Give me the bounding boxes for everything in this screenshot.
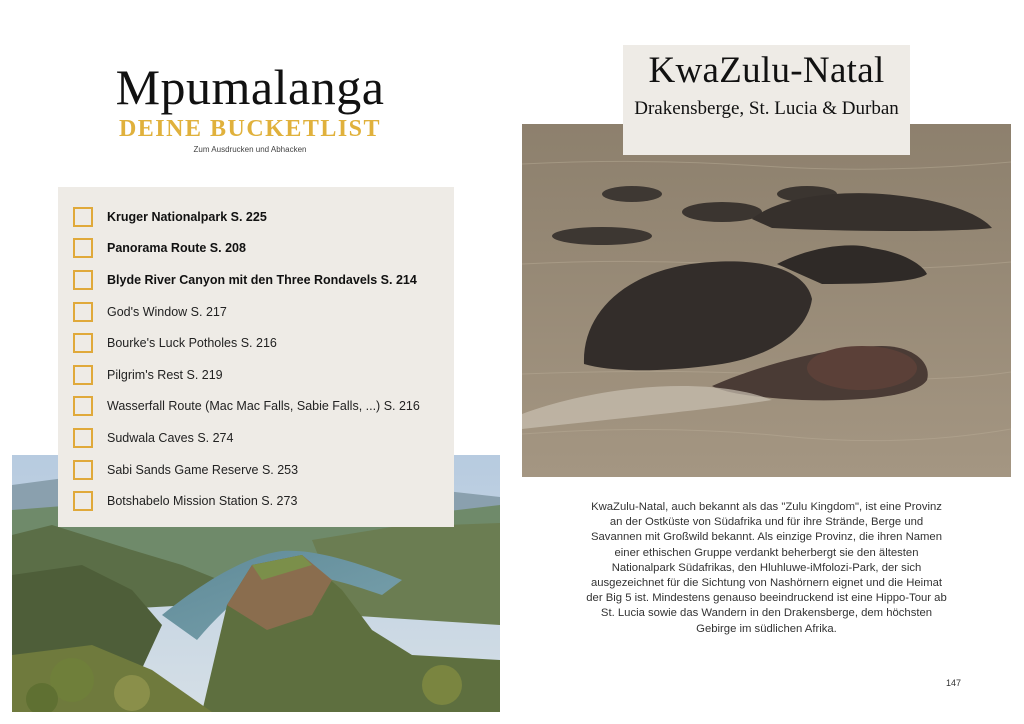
bucket-item <box>58 485 454 517</box>
bucket-item <box>58 296 454 328</box>
bucket-item <box>58 201 454 233</box>
bucket-item <box>58 233 454 265</box>
bucket-item-label: Kruger Nationalpark S. 225 <box>107 209 267 224</box>
bucket-item-label: Pilgrim's Rest S. 219 <box>107 367 223 382</box>
checkbox[interactable] <box>73 428 93 448</box>
bucket-item-label: God's Window S. 217 <box>107 304 227 319</box>
bucket-item-label: Sabi Sands Game Reserve S. 253 <box>107 462 299 477</box>
bucket-item-label: Blyde River Canyon mit den Three Rondavels S. 214 <box>107 272 417 287</box>
checkbox[interactable] <box>73 238 93 258</box>
bucketlist-box <box>58 187 454 527</box>
checkbox[interactable] <box>73 460 93 480</box>
bucket-item-label: Bourke's Luck Potholes S. 216 <box>107 336 277 351</box>
page-subtitle: Drakensberge, St. Lucia & Durban <box>634 98 899 119</box>
checkbox[interactable] <box>73 491 93 511</box>
kwazulu-title-box <box>623 45 910 155</box>
checkbox[interactable] <box>73 270 93 290</box>
bucket-item-label: Wasserfall Route (Mac Mac Falls, Sabie Falls, ...) S. 216 <box>107 399 420 414</box>
bucket-item <box>58 264 454 296</box>
page-number: 147 <box>946 678 962 688</box>
hippo-photo <box>522 124 1011 477</box>
page-title-mpumalanga: Mpumalanga <box>115 59 385 115</box>
bucket-item-label: Sudwala Caves S. 274 <box>107 430 234 445</box>
bucket-item <box>58 391 454 423</box>
page-title-kwazulu: KwaZulu-Natal <box>648 50 885 91</box>
checkbox[interactable] <box>73 365 93 385</box>
bucket-item <box>58 327 454 359</box>
checkbox[interactable] <box>73 302 93 322</box>
checkbox[interactable] <box>73 396 93 416</box>
checkbox[interactable] <box>73 333 93 353</box>
bucket-item-label: Botshabelo Mission Station S. 273 <box>107 494 298 509</box>
bucketlist-heading: DEINE BUCKETLIST <box>118 116 382 142</box>
bucket-item-label: Panorama Route S. 208 <box>107 241 246 256</box>
checkbox[interactable] <box>73 207 93 227</box>
print-note: Zum Ausdrucken und Abhacken <box>193 145 307 154</box>
bucket-item <box>58 454 454 486</box>
bucket-item <box>58 359 454 391</box>
body-paragraph: KwaZulu-Natal, auch bekannt als das "Zulu Kingdom", ist eine Provinz an der Ostküste von Südafrika und für ihre Strände, Berge und Savannen mit Großwild bekannt. Als einzige Provinz, die ihren Namen einer ethischen Gruppe verdankt beherbergt sie den ältesten Nationalpark Südafrikas, den Hluhluwe-iMfolozi-Park, der sich ausgezeichnet für die Sichtung von Nashörnern eignet und die Heimat der Big 5 ist. Mindestens genauso beeindruckend ist eine Hippo-Tour ab St. Lucia sowie das Wandern in den Drakensberge, dem höchsten Gebirge im südlichen Afrika. <box>586 501 947 635</box>
bucket-item <box>58 422 454 454</box>
